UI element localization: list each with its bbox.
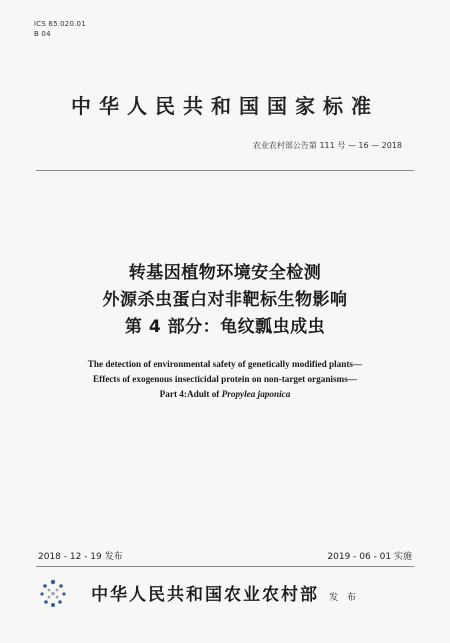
ics-code: ICS 65.020.01 <box>34 20 86 28</box>
issue-date: 2018 - 12 - 19 发布 <box>38 552 123 562</box>
title-cn-line3: 第 4 部分：龟纹瓢虫成虫 <box>124 317 326 337</box>
publisher-name: 中华人民共和国农业农村部 <box>91 585 320 605</box>
publisher-issue-label: 发 布 <box>329 593 359 603</box>
implementation-date: 2019 - 06 - 01 实施 <box>327 552 412 562</box>
header-divider <box>36 170 414 171</box>
standard-number: 农业农村部公告第 111 号 — 16 — 2018 <box>252 141 402 150</box>
title-en-part-label: Part 4:Adult of <box>159 389 222 399</box>
national-standard-heading: 中华人民共和国国家标准 <box>71 94 379 118</box>
species-name: Propylea japonica <box>221 389 291 399</box>
ccs-code: B 04 <box>34 30 51 38</box>
publisher-line <box>0 580 450 605</box>
footer-divider <box>36 566 414 567</box>
title-en-line2: Effects of exogenous insecticidal protein on non-target organisms— <box>93 374 357 384</box>
title-en-line3 <box>20 389 430 399</box>
title-cn-line2: 外源杀虫蛋白对非靶标生物影响 <box>102 290 348 310</box>
title-cn-line1: 转基因植物环境安全检测 <box>128 263 322 283</box>
title-en-line1: The detection of environmental safety of genetically modified plants— <box>87 359 363 369</box>
